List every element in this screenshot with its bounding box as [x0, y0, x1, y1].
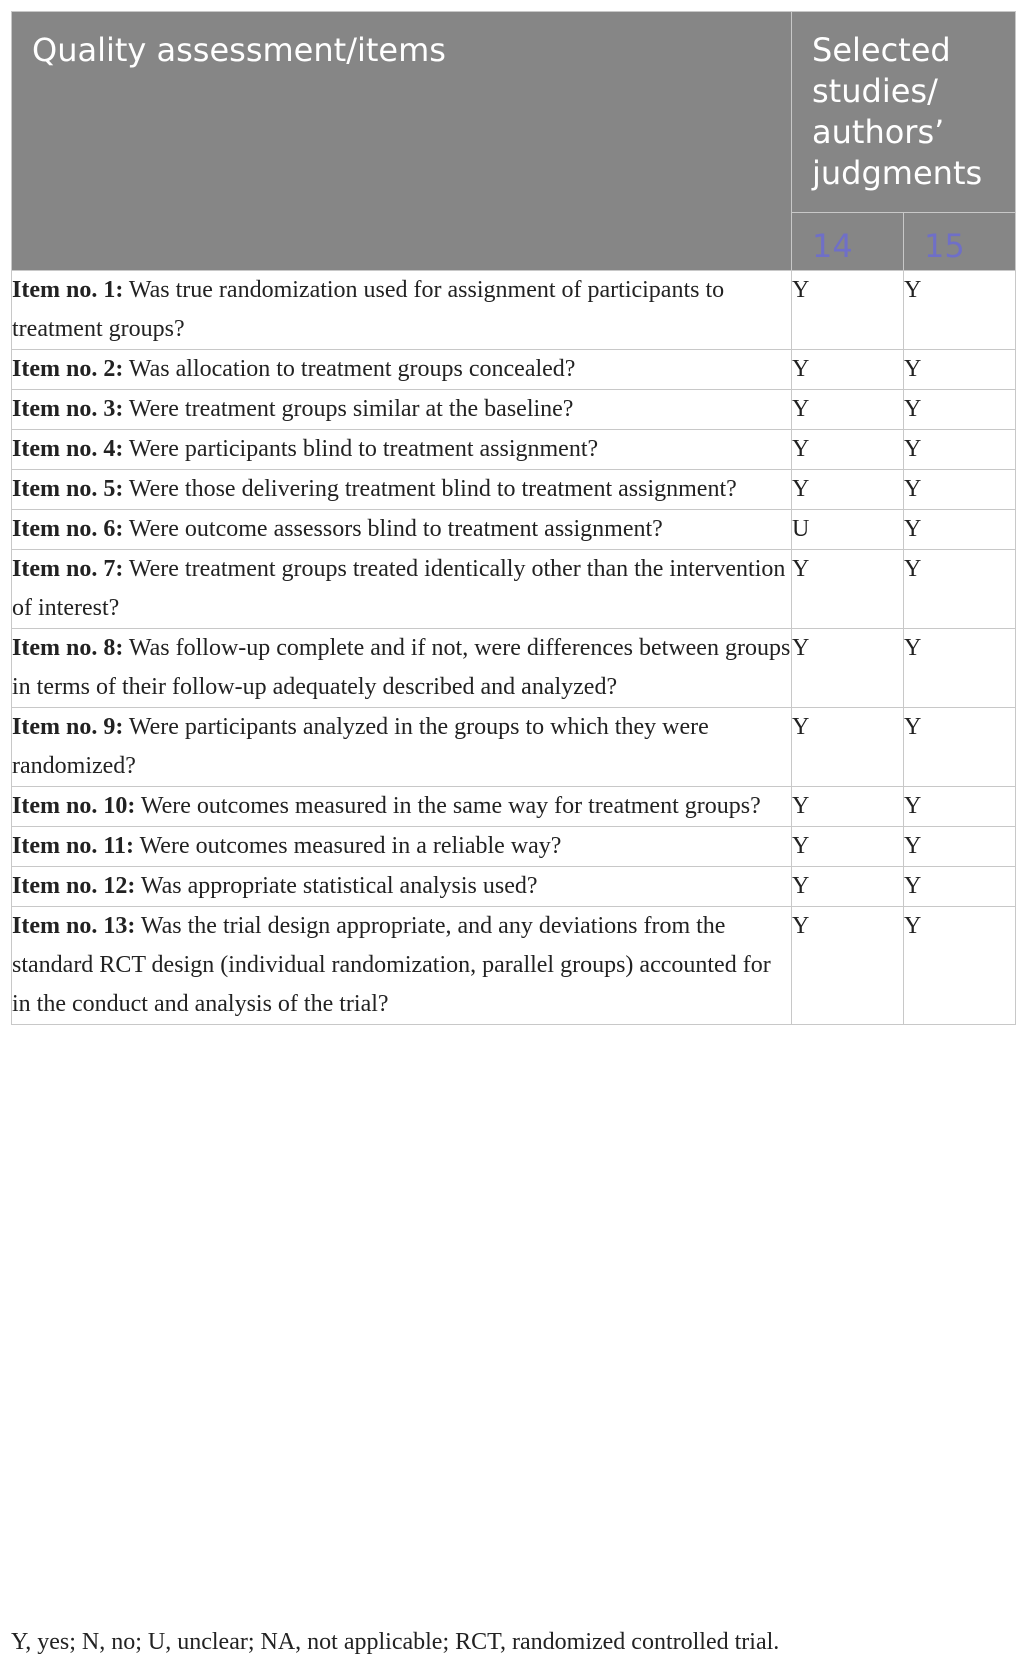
table-row	[12, 470, 1016, 510]
judgment-cell-study-15: Y	[904, 787, 1016, 827]
table-row	[12, 629, 1016, 708]
item-question: Were participants blind to treatment assignment?	[123, 436, 599, 462]
item-question-cell	[12, 907, 792, 1025]
table-row	[12, 867, 1016, 907]
item-label: Item no. 1:	[12, 277, 124, 303]
item-question: Were those delivering treatment blind to treatment assignment?	[123, 476, 737, 502]
item-label: Item no. 10:	[12, 793, 136, 819]
item-question-cell	[12, 510, 792, 550]
study-id-15: 15	[904, 213, 1016, 271]
selected-studies-header: Selected studies/ authors’ judgments	[792, 12, 1016, 213]
item-label: Item no. 11:	[12, 833, 134, 859]
item-question-cell	[12, 787, 792, 827]
item-label: Item no. 9:	[12, 714, 124, 740]
judgment-cell-study-14: Y	[792, 350, 904, 390]
judgment-cell-study-14: Y	[792, 430, 904, 470]
item-question-cell	[12, 550, 792, 629]
judgment-cell-study-14: Y	[792, 827, 904, 867]
quality-assessment-table	[11, 11, 1016, 1025]
item-question: Were outcomes measured in the same way for treatment groups?	[135, 793, 761, 819]
item-question-cell	[12, 430, 792, 470]
table-row	[12, 907, 1016, 1025]
judgment-cell-study-14: Y	[792, 708, 904, 787]
judgment-cell-study-14: Y	[792, 907, 904, 1025]
item-label: Item no. 6:	[12, 516, 124, 542]
quality-assessment-header: Quality assessment/items	[12, 12, 792, 271]
table-footnote: Y, yes; N, no; U, unclear; NA, not applicable; RCT, randomized controlled trial.	[11, 1629, 780, 1655]
item-question-cell	[12, 470, 792, 510]
item-question-cell	[12, 708, 792, 787]
item-question: Were outcome assessors blind to treatment assignment?	[123, 516, 663, 542]
item-question-cell	[12, 350, 792, 390]
table-row	[12, 390, 1016, 430]
item-label: Item no. 8:	[12, 635, 124, 661]
table-row	[12, 708, 1016, 787]
judgment-cell-study-14: Y	[792, 470, 904, 510]
item-question: Was follow-up complete and if not, were differences between groups in terms of their follow-up adequately described and analyzed?	[12, 635, 791, 700]
table-row	[12, 430, 1016, 470]
item-label: Item no. 12:	[12, 873, 136, 899]
item-label: Item no. 2:	[12, 356, 124, 382]
judgment-cell-study-14: Y	[792, 271, 904, 350]
study-id-14: 14	[792, 213, 904, 271]
item-question: Was the trial design appropriate, and any deviations from the standard RCT design (individual randomization, parallel groups) accounted for in the conduct and analysis of the trial?	[12, 913, 771, 1017]
table-row	[12, 550, 1016, 629]
judgment-cell-study-15: Y	[904, 271, 1016, 350]
item-question-cell	[12, 827, 792, 867]
table-header	[12, 12, 1016, 271]
judgment-cell-study-15: Y	[904, 867, 1016, 907]
item-question: Were outcomes measured in a reliable way?	[134, 833, 562, 859]
table-row	[12, 787, 1016, 827]
table-body	[12, 271, 1016, 1025]
item-question: Were treatment groups treated identically other than the intervention of interest?	[12, 556, 786, 621]
judgment-cell-study-15: Y	[904, 827, 1016, 867]
item-label: Item no. 13:	[12, 913, 136, 939]
judgment-cell-study-14: Y	[792, 629, 904, 708]
item-question-cell	[12, 390, 792, 430]
item-question: Were participants analyzed in the groups to which they were randomized?	[12, 714, 709, 779]
judgment-cell-study-14: Y	[792, 550, 904, 629]
item-question-cell	[12, 867, 792, 907]
judgment-cell-study-15: Y	[904, 907, 1016, 1025]
table-row	[12, 350, 1016, 390]
judgment-cell-study-15: Y	[904, 550, 1016, 629]
item-label: Item no. 7:	[12, 556, 124, 582]
item-question: Was true randomization used for assignment of participants to treatment groups?	[12, 277, 725, 342]
judgment-cell-study-14: Y	[792, 867, 904, 907]
item-label: Item no. 3:	[12, 396, 124, 422]
item-question: Was allocation to treatment groups concealed?	[123, 356, 576, 382]
item-question: Were treatment groups similar at the baseline?	[123, 396, 574, 422]
judgment-cell-study-15: Y	[904, 470, 1016, 510]
judgment-cell-study-15: Y	[904, 390, 1016, 430]
item-question-cell	[12, 629, 792, 708]
item-label: Item no. 5:	[12, 476, 124, 502]
judgment-cell-study-14: Y	[792, 787, 904, 827]
judgment-cell-study-14: U	[792, 510, 904, 550]
judgment-cell-study-15: Y	[904, 629, 1016, 708]
table-row	[12, 510, 1016, 550]
judgment-cell-study-15: Y	[904, 430, 1016, 470]
item-question-cell	[12, 271, 792, 350]
judgment-cell-study-15: Y	[904, 350, 1016, 390]
table-row	[12, 271, 1016, 350]
judgment-cell-study-14: Y	[792, 390, 904, 430]
table-row	[12, 827, 1016, 867]
item-question: Was appropriate statistical analysis used?	[135, 873, 538, 899]
judgment-cell-study-15: Y	[904, 510, 1016, 550]
item-label: Item no. 4:	[12, 436, 124, 462]
judgment-cell-study-15: Y	[904, 708, 1016, 787]
